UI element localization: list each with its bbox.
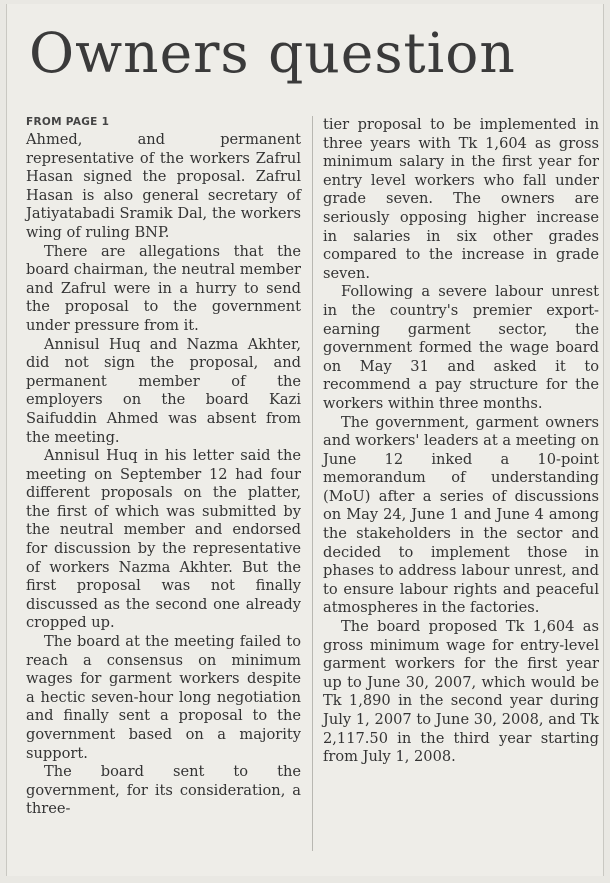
paragraph: The board proposed Tk 1,604 as gross minimum wage for entry-level garment workers for the first year up to June 30, 2007, which would be Tk 1,890 in the second year during July 1, 2007 to June 30, 2008, and Tk 2,117.50 in the third year starting from July 1, 2008.: [323, 618, 599, 766]
paragraph: The board sent to the government, for its consideration, a three-: [26, 763, 301, 818]
headline: Owners question: [29, 21, 516, 85]
paragraph: Following a severe labour unrest in the country's premier export-earning garment sector, the government formed the wage board on May 31 and asked it to recommend a pay structure for the workers within three months.: [323, 283, 599, 412]
paragraph: Ahmed, and permanent representative of the workers Zafrul Hasan signed the proposal. Zafrul Hasan is also general secretary of Jatiyatabadi Sramik Dal, the workers wing of ruling BNP.: [26, 131, 301, 241]
column-divider: [312, 116, 313, 851]
paragraph: There are allegations that the board chairman, the neutral member and Zafrul were in a hurry to send the proposal to the government under pressure from it.: [26, 242, 302, 334]
paragraph: The government, garment owners and workers' leaders at a meeting on June 12 inked a 10-point memorandum of understanding (MoU) after a series of discussions on May 24, June 1 and June 4 among the stakeholders in the sector and decided to implement those in phases to address labour unrest, and to ensure labour rights and peaceful atmospheres in the factories.: [323, 413, 599, 617]
right-column: [323, 116, 599, 767]
left-column: [26, 116, 301, 819]
paragraph: The board at the meeting failed to reach a consensus on minimum wages for garment workers despite a hectic seven-hour long negotiation and finally sent a proposal to the government based on a majority support.: [26, 633, 301, 762]
paragraph: Annisul Huq in his letter said the meeting on September 12 had four different proposals on the platter, the first of which was submitted by the neutral member and endorsed for discussion by the representative of workers Nazma Akhter. But the first proposal was not finally discussed as the second one already cropped up.: [26, 447, 301, 632]
paragraph: tier proposal to be implemented in three years with Tk 1,604 as gross minimum salary in the first year for entry level workers who fall under grade seven. The owners are seriously opposing higher increase in salaries in six other grades compared to the increase in grade seven.: [323, 116, 599, 282]
paragraph: Annisul Huq and Nazma Akhter, did not sign the proposal, and permanent member of the employers on the board Kazi Saifuddin Ahmed was absent from the meeting.: [26, 335, 301, 446]
continued-from-label: FROM PAGE 1: [26, 116, 110, 128]
